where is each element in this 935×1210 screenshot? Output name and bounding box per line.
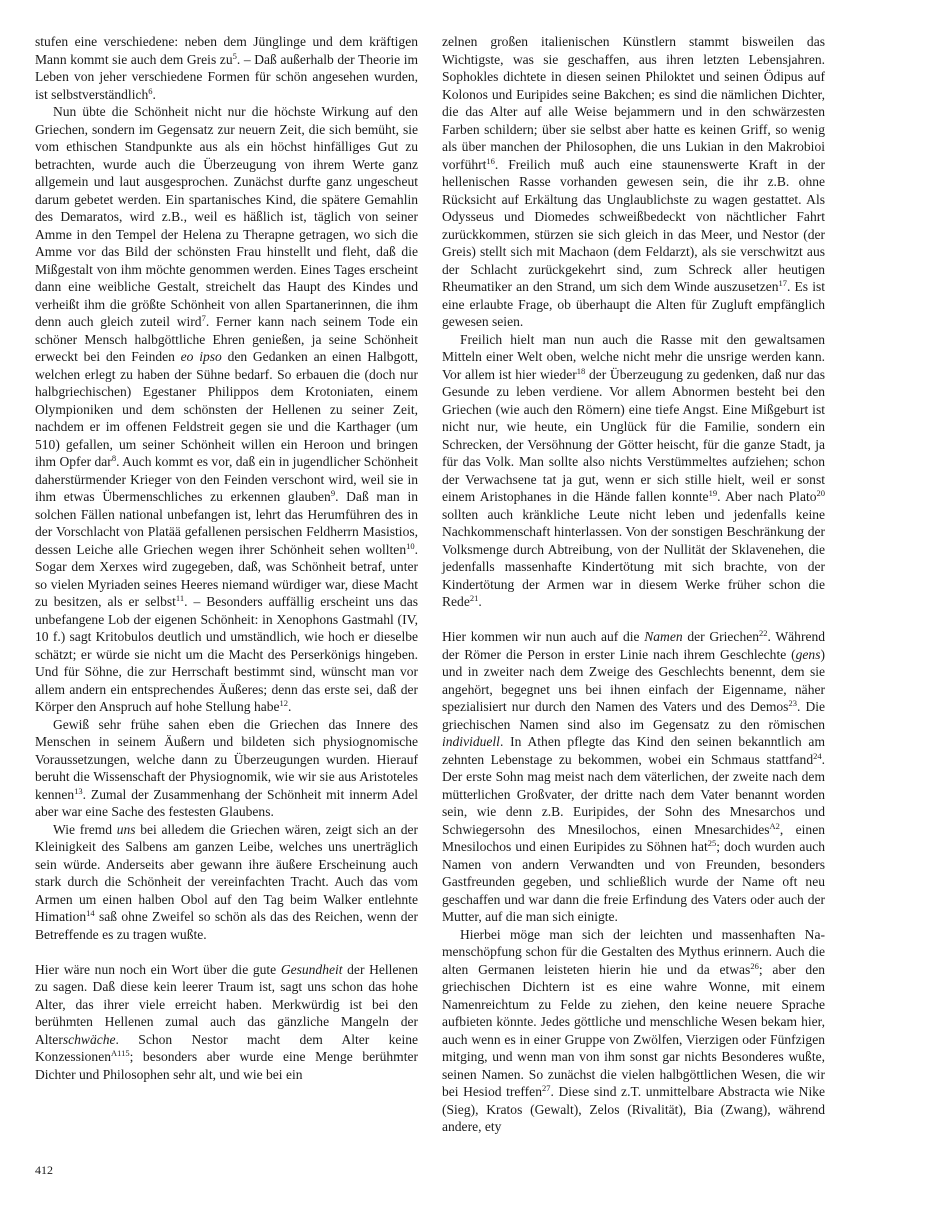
emphasis-text: gens	[795, 646, 821, 662]
emphasis-text: uns	[116, 821, 136, 837]
text-run: ; doch wurden auch Namen von andern Verwandten und von Freunden, besonders Gastfreunden gegeben, und schließlich wurde der Name oft neu geschaffen und war dann die freie Erfindung des Vaters oder auch der Mutter, auf die man sich einigte.	[442, 839, 825, 924]
text-run: bei alledem die Griechen wären, zeigt sich an der Kleinigkeit des Salbens am ganzen Leibe, welches uns unerträglich sein würde. Anderseits aber gewann ihre äußere Erscheinung auch stark durch die Schönheit der vereinfachten Tracht. Auch das vom Armen um einen halben Obol auf den Tag beim Walker entlehnte Himation	[35, 821, 419, 924]
footnote-ref: 20	[816, 488, 825, 498]
paragraph	[35, 716, 418, 821]
emphasis-text: Gesundheit	[280, 961, 343, 977]
paragraph	[35, 33, 418, 103]
text-run: stufen eine verschiedene: neben dem Jünglinge und dem kräftigen Mann kommt sie auch dem Greis zu	[35, 34, 418, 67]
text-run: saß ohne Zweifel so schön als das des Reichen, wenn der Betreffende es zu tragen wußte.	[35, 909, 418, 942]
emphasis-text: Namen	[644, 629, 683, 644]
text-run: .	[152, 86, 156, 102]
footnote-ref: A115	[111, 1048, 130, 1058]
footnote-ref: 22	[759, 628, 768, 638]
text-run: . Die griechischen Namen sind also im Gegensatz zu den römischen	[442, 699, 825, 732]
emphasis-text: schwäche	[62, 1031, 116, 1047]
left-text-column	[35, 33, 418, 1083]
paragraph	[35, 821, 418, 944]
footnote-ref: 18	[576, 365, 586, 376]
paragraph	[442, 33, 825, 331]
text-run: Hierbei möge man sich der leichten und massenhaften Namenschöpfung schon für die Gestalten des Mythus erinnern. Auch die alten Germanen leisteten hierin hie und da etwas	[442, 926, 825, 977]
text-run: der Überzeugung zu gedenken, daß nur das Gesunde zu leben verdiene. Vor allem Abnormen besteht bei den Griechen (wie auch den Römern) eine tiefe Angst. Eine Mißgeburt ist nicht nur, wie heute, ein Unglück für die Familie, sondern ein Schrecken, der Versöhnung der Götter heischt, für die ganze Stadt, ja für das Volk. Man sollte also nichts Verstümmeltes aufziehen; schon der Verwachsene tat ja gut, wenn er sich stille hielt, weil er sonst einem Aristophanes in die Hände fallen konnte	[442, 366, 825, 504]
text-run: Hier wäre nun noch ein Wort über die gute	[35, 961, 281, 977]
paragraph	[35, 961, 418, 1084]
footnote-ref: 11	[175, 593, 185, 603]
text-run: . Es ist eine erlaubte Frage, ob überhaupt die Alten für Zugluft empfänglich gewesen seien.	[442, 279, 825, 329]
text-run: , einen Mnesilochos und einen Euripides zu Söhnen hat	[442, 821, 825, 854]
footnote-ref: 26	[750, 960, 759, 971]
footnote-ref: 14	[86, 908, 95, 918]
footnote-ref: 5	[232, 50, 237, 61]
emphasis-text: individuell	[442, 734, 500, 749]
footnote-ref: 10	[406, 540, 415, 551]
text-run: .	[478, 594, 482, 609]
footnote-ref: 27	[541, 1083, 551, 1093]
text-run: ; aber den griechischen Dichtern ist es eine wahre Wonne, mit einem Namenreichtum zu Felde zu ziehen, den keine neuere Sprache aufbieten könnte. Jedes göttliche und menschliche Wesen bekam hier, auch wenn es in einer Gruppe von Zwölfen, Vierzigen oder Fünfzigen mitging, und wenn man von ihm sonst gar nichts Besonderes wußte, seinen Namen. So zunächst die vielen halbgöttlichen Wesen, die wir bei Hesiod treffen	[442, 961, 825, 1099]
footnote-ref: 19	[708, 488, 718, 498]
text-run: den Gedanken an einen Halbgott, welchen erlegt zu haben der Sühne bedarf. So erbauen die (doch nur halbgriechischen) Egestaner Philippos dem Krotoniaten, einem Olympioniken und dem schönsten der Hellenen zu seiner Zeit, nachdem er im offenen Feldstreit gegen sie und die Karthager (um 510) gefallen, um seiner Schönheit willen ein Heroon und bringen ihm Opfer dar	[35, 349, 419, 469]
footnote-ref: 6	[148, 85, 153, 96]
text-run: . Diese sind z.T. unmittelbare Abstracta wie Nike (Sieg), Kratos (Gewalt), Zelos (Rivalität), Bia (Zwang), während andere, ety	[442, 1084, 825, 1134]
text-run: . Aber nach Plato	[717, 489, 817, 504]
text-run: sollten auch kränkliche Leute nicht leben und jedenfalls keine Nachkommenschaft hinterlassen. Von der sonstigen Beschränkung der Volksmenge durch Abtreibung, von der Nullität der Sklavenehen, die jedenfalls massenhafte Kindertötung mit sich brachte, von der Kindertötung der Armen war in diesem Werke früher schon die Rede	[442, 506, 825, 609]
text-run: . Sogar dem Xerxes wird zugegeben, daß, was Schönheit betraf, unter so vielen Myriaden seines Heeres niemand würdiger war, diese Macht zu besitzen, als er selbst	[35, 541, 418, 609]
footnote-ref: 7	[201, 313, 206, 323]
paragraph	[442, 628, 825, 926]
text-run: . Während der Römer die Person in erster Linie nach ihrem Geschlechte (	[442, 629, 826, 662]
footnote-ref: 16	[486, 155, 495, 166]
footnote-ref: 13	[74, 785, 83, 796]
text-run: Hier kommen wir nun auch auf die	[442, 629, 645, 644]
paragraph	[442, 926, 825, 1136]
paragraph	[442, 331, 825, 611]
text-run: . Freilich muß auch eine staunenswerte Kraft in der hellenischen Rasse vorhanden gewesen sein, die ihr z.B. ohne Rücksicht auf Erkältung das Unglaublichste zu wagen gestattet. Als Odysseus und Diomedes schweißbedeckt von nächtlicher Fahrt zurückkommen, stürzen sie sich gleich in das Meer, und Nestor (der Greis) stellt sich mit Machaon (dem Feldarzt), als sie verschwitzt aus der Schlacht zurückgekehrt sind, zum Schreck aller heutigen Rheumatiker an den Strand, um sich dem Winde auszusetzen	[442, 156, 825, 294]
text-run: . In Athen pflegte das Kind den seinen bekanntlich am zehnten Lebenstage zu bekommen, wobei ein Schmaus stattfand	[442, 734, 825, 767]
text-run: der Griechen	[682, 629, 760, 644]
footnote-ref: 21	[469, 593, 479, 603]
footnote-ref: 8	[111, 453, 117, 463]
text-run: . Daß man in solchen Fällen national unbefangen ist, lehrt das Herumführen des in der Vorschlacht von Platää gefallenen persischen Feldherrn Masistios, dessen Leiche alle Griechen wegen ihrer Schönheit sehen wollten	[35, 489, 418, 557]
footnote-ref: 23	[788, 698, 797, 708]
text-run: . – Daß außerhalb der Theorie im Leben von jeher verschiedene Formen für schön angesehen wurden, ist selbstverständlich	[35, 51, 419, 102]
text-run: ; besonders aber wurde eine Menge berühmter Dichter und Philosophen sehr alt, und wie bei ein	[35, 1049, 418, 1082]
footnote-ref: A2	[769, 820, 780, 831]
text-run: . Auch kommt es vor, daß ein in jugendlicher Schönheit daherstürmender Krieger von den Feinden verschont wird, weil sie in ihm etwas Übermenschliches zu erkennen glauben	[35, 454, 418, 504]
text-run: Freilich hielt man nun auch die Rasse mit den gewaltsamen Mitteln einer Welt oben, welche nicht mehr die unsrige werden kann. Vor allem ist hier wieder	[442, 331, 825, 382]
text-run: zelnen großen italienischen Künstlern stammt bisweilen das Wichtigste, was sie geschaffen, aus ihren letzten Lebensjahren. Sophokles dichtete in diesen seinen Philoktet und seinen Ödipus auf Kolonos und Euripides seine Bakchen; es sind die nämlichen Dichter, die das Alter auf alle Weise bejammern und in den schwärzesten Farben schildern; über sie selbst aber hatte es keinen Griff, so wenig als über manchen der Philosophen, die uns Lukian in den Makrobioi vorführt	[442, 34, 825, 172]
text-run: Wie fremd	[53, 821, 117, 837]
text-run: Nun übte die Schönheit nicht nur die höchste Wirkung auf den Griechen, sondern im Gegensatz zur neuern Zeit, die sich bemüht, sie vom ethischen Standpunkte aus als ein höchst hinfälliges Gut zu betrachten, wurde auch die Überzeugung von ihrem Werte ganz allgemein und laut ausgesprochen. Zunächst durfte ganz ungescheut darum gebetet werden. Ein spartanisches Kind, die spätere Gemahlin des Demaratos, wird z.B., weil es häßlich ist, täglich von seiner Amme in den Tempel der Helena zu Therapne getragen, wo sich die Amme vor das Bild der schönsten Frau hinstellt und fleht, daß die Mißgestalt von ihm möchte genommen werden. Eines Tages erscheint dann eine weibliche Gestalt, streichelt das Haupt des Kindes und verheißt ihm die größte Schönheit von allen Spartanerinnen, die ihm denn auch gleich zuteil wird	[35, 104, 418, 329]
right-text-column	[442, 33, 825, 1136]
page-number: 412	[35, 1163, 53, 1177]
emphasis-text: eo ipso	[180, 349, 222, 364]
text-run: . Der erste Sohn mag meist nach dem väterlichen, der zweite nach dem mütterlichen Großvater, der dritte nach dem Vater benannt worden sein, wie denn z.B. Euripides, der Sohn des Mnesarchos und Schwiegersohn des Mnesilochos, einen Mnesarchides	[442, 751, 825, 837]
text-run: . Schon Nestor macht dem Alter keine Konzessionen	[35, 1031, 418, 1064]
footnote-ref: 17	[778, 278, 788, 288]
text-run: . – Besonders auffällig erscheint uns das unbefangene Lob der eigenen Schönheit: in Xenophons Gastmahl (IV, 10 f.) sagt Kritobulos deutlich und umständlich, wie hoch er dieselbe schätzt; er würde sie nicht um die Macht des Perserkönigs hingeben. Und für Söhne, die zur Herrschaft bestimmt sind, wünscht man vor allem andern ein entsprechendes Äußeres; denn das erste sei, daß der Körper den Anspruch auf hohe Stellung habe	[35, 594, 418, 714]
footnote-ref: 24	[813, 750, 822, 761]
text-run: ) und in zweiter nach dem Zweige des Geschlechts benennt, dem sie angehört, begegnet uns bei ihnen einfach der Eigenname, näher spezialisiert nur durch den Namen des Vaters und des Demos	[442, 646, 825, 714]
text-run: . Ferner kann nach seinem Tode ein schöner Mensch halbgöttliche Ehren genießen, ja seine Schönheit erweckt bei den Feinden	[35, 314, 418, 364]
footnote-ref: 12	[279, 698, 289, 708]
footnote-ref: 9	[330, 488, 336, 498]
text-run: . Zumal der Zusammenhang der Schönheit mit innerm Adel aber war eine Sache des festesten Glaubens.	[35, 786, 418, 819]
paragraph	[35, 103, 418, 716]
text-run: der Hellenen zu sagen. Daß diese kein leerer Traum ist, sagt uns schon das hohe Alter, das ihrer viele erreicht haben. Merkwürdig ist bei den berühmten Hellenen zumal auch das gänzliche Mangeln der Alter	[35, 961, 418, 1047]
footnote-ref: 25	[707, 838, 717, 848]
text-run: .	[288, 699, 292, 714]
text-run: Gewiß sehr frühe sahen eben die Griechen das Innere des Menschen in seinem Äußern und bildeten sich physiognomische Voraussetzungen, welche dann zu Überzeugungen wurden. Hierauf beruht die Wissenschaft der Physiognomik, wie wir sie aus Aristoteles kennen	[35, 716, 418, 802]
